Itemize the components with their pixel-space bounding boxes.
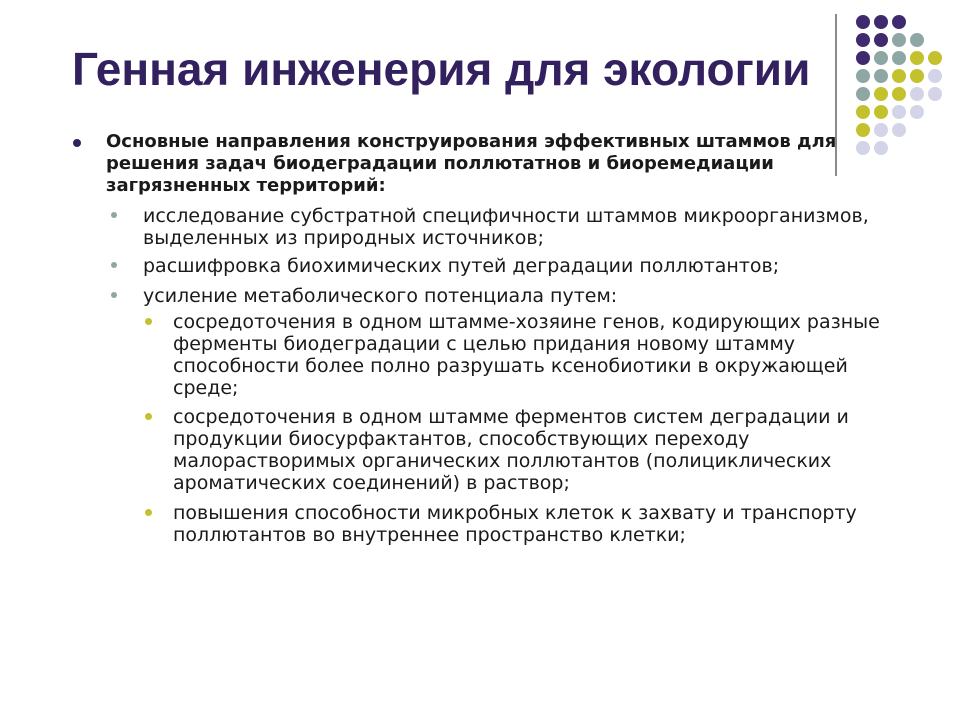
bullet-level3-marker bbox=[145, 413, 152, 420]
bullet-level3-text: сосредоточения в одном штамме ферментов систем деградации и продукции биосурфактантов, способствующих переходу малорастворимых органических поллютантов (полициклических ароматических соединений) в раствор; bbox=[173, 406, 849, 494]
slide-title: Генная инженерия для экологии bbox=[72, 43, 811, 95]
bullet-level1-marker bbox=[73, 139, 81, 147]
bullet-level2-text: расшифровка биохимических путей деградации поллютантов; bbox=[143, 255, 780, 277]
bullet-level2-marker bbox=[111, 292, 117, 298]
bullet-level3-marker bbox=[145, 509, 152, 516]
bullet-level2-text: усиление метаболического потенциала путем: bbox=[143, 285, 618, 307]
bullet-level3-text: сосредоточения в одном штамме-хозяине генов, кодирующих разные ферменты биодеградации с целью придания новому штамму способности более полно разрушать ксенобиотики в окружающей среде; bbox=[173, 311, 880, 399]
bullet-level3-marker bbox=[145, 318, 152, 325]
bullet-level2-text: исследование субстратной специфичности штаммов микроорганизмов, выделенных из природных источников; bbox=[143, 205, 869, 249]
bullet-level1-text: Основные направления конструирования эффективных штаммов для решения задач биодеградации поллютатнов и биоремедиации загрязненных территорий: bbox=[106, 131, 837, 196]
bullet-level2-marker bbox=[111, 262, 117, 268]
bullet-level2-marker bbox=[111, 212, 117, 218]
bullet-level3-text: повышения способности микробных клеток к захвату и транспорту поллютантов во внутреннее пространство клетки; bbox=[173, 502, 857, 546]
